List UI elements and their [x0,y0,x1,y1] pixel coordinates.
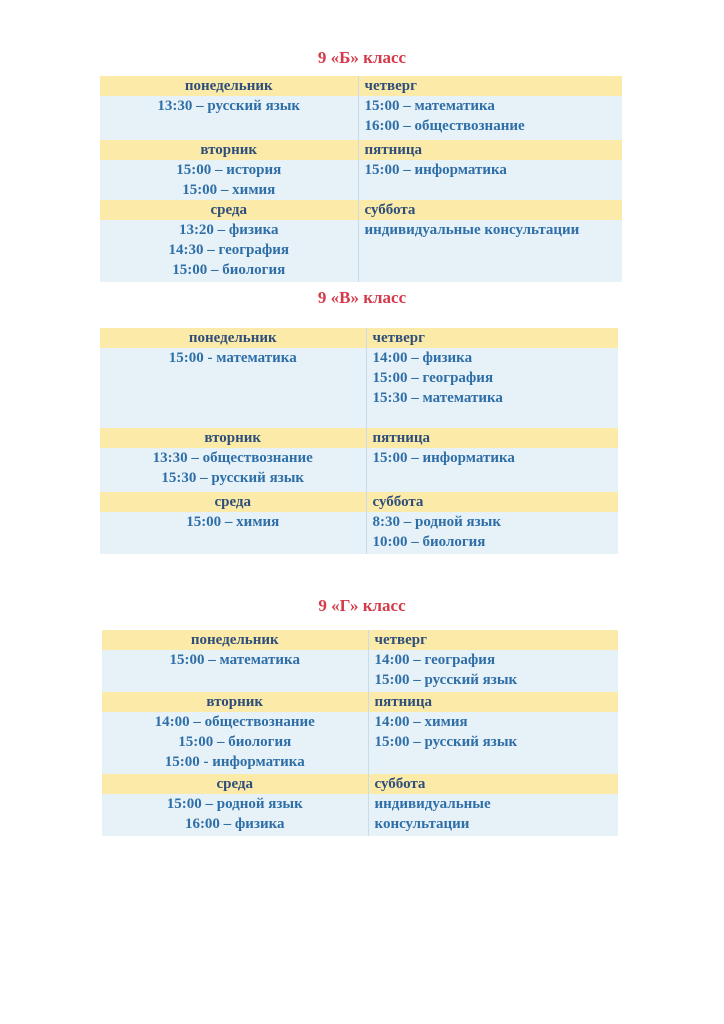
day-label-monday: понедельник [102,630,368,650]
lesson-item: 13:30 – обществознание [152,450,313,466]
schedule-table-9g [102,630,618,836]
lesson-item: 15:00 – математика [169,652,300,668]
lesson-item: 15:00 - информатика [164,754,305,770]
lesson-row [100,160,622,200]
lesson-item: индивидуальные консультации [364,222,580,238]
lessons-tuesday [100,448,366,492]
lessons-saturday [358,220,622,282]
lesson-item: 15:00 – русский язык [374,734,518,750]
lesson-item: 13:20 – физика [178,222,279,238]
lesson-item: 15:30 – русский язык [161,470,305,486]
day-label-monday: понедельник [100,328,366,348]
lesson-row [102,794,618,836]
lesson-item: 14:00 – обществознание [154,714,315,730]
lesson-item: 13:30 – русский язык [157,98,301,114]
day-label-friday: пятница [358,140,622,160]
lessons-friday [366,448,618,492]
lesson-row [100,448,618,492]
schedule-table-9b [100,76,622,282]
day-label-wednesday: среда [100,492,366,512]
lessons-friday [358,160,622,200]
lesson-row [100,348,618,428]
lesson-row [100,96,622,140]
lesson-item: 14:00 – химия [374,714,468,730]
day-header-row [100,140,622,160]
lessons-wednesday [100,512,366,554]
day-header-row [100,328,618,348]
day-header-row [102,630,618,650]
lessons-monday [100,348,366,428]
class-title-9g: 9 «Г» класс [318,596,406,615]
lesson-item: 15:30 – математика [372,390,503,406]
day-header-row [100,492,618,512]
lesson-item: 15:00 – информатика [364,162,507,178]
day-label-wednesday: среда [102,774,368,794]
day-header-row [100,200,622,220]
day-label-friday: пятница [366,428,618,448]
lesson-item: 8:30 – родной язык [372,514,502,530]
day-label-saturday: суббота [366,492,618,512]
lesson-item: 15:00 – русский язык [374,672,518,688]
lesson-item: 15:00 – химия [182,182,276,198]
lessons-saturday [366,512,618,554]
lessons-wednesday [102,794,368,836]
lesson-item: 15:00 – родной язык [166,796,303,812]
lessons-tuesday [100,160,358,200]
lesson-item: 16:00 – физика [184,816,285,832]
day-header-row [102,692,618,712]
lesson-row [102,650,618,692]
lesson-item: 14:00 – физика [372,350,473,366]
lesson-item: 15:00 – история [176,162,282,178]
lesson-item: 14:00 – география [374,652,496,668]
day-label-wednesday: среда [100,200,358,220]
lesson-item: 15:00 – биология [172,262,286,278]
day-label-thursday: четверг [366,328,618,348]
day-label-thursday: четверг [368,630,618,650]
lesson-item: индивидуальные [374,796,491,812]
lesson-item: консультации [374,816,470,832]
class-title-9b: 9 «Б» класс [317,48,407,67]
lessons-wednesday [100,220,358,282]
day-header-row [102,774,618,794]
lessons-friday [368,712,618,774]
lesson-item: 16:00 – обществознание [364,118,525,134]
class-title-9v: 9 «В» класс [317,288,407,307]
day-header-row [100,428,618,448]
schedule-table-9v [100,328,618,554]
day-label-monday: понедельник [100,76,358,96]
lessons-saturday [368,794,618,836]
lessons-monday [100,96,358,140]
day-label-saturday: суббота [358,200,622,220]
day-label-tuesday: вторник [100,428,366,448]
lessons-tuesday [102,712,368,774]
day-label-tuesday: вторник [100,140,358,160]
day-label-tuesday: вторник [102,692,368,712]
lesson-item: 15:00 – география [372,370,494,386]
lesson-item: 10:00 – биология [372,534,486,550]
day-label-friday: пятница [368,692,618,712]
lesson-row [100,512,618,554]
lesson-item: 15:00 – математика [364,98,495,114]
lesson-row [100,220,622,282]
day-label-saturday: суббота [368,774,618,794]
lesson-item: 15:00 – информатика [372,450,515,466]
lessons-thursday [368,650,618,692]
lessons-thursday [366,348,618,428]
lesson-item: 15:00 – биология [178,734,292,750]
lesson-row [102,712,618,774]
day-header-row [100,76,622,96]
lessons-monday [102,650,368,692]
lesson-item: 15:00 - математика [168,350,297,366]
lesson-item: 15:00 – химия [186,514,280,530]
lessons-thursday [358,96,622,140]
lesson-item: 14:30 – география [168,242,290,258]
day-label-thursday: четверг [358,76,622,96]
